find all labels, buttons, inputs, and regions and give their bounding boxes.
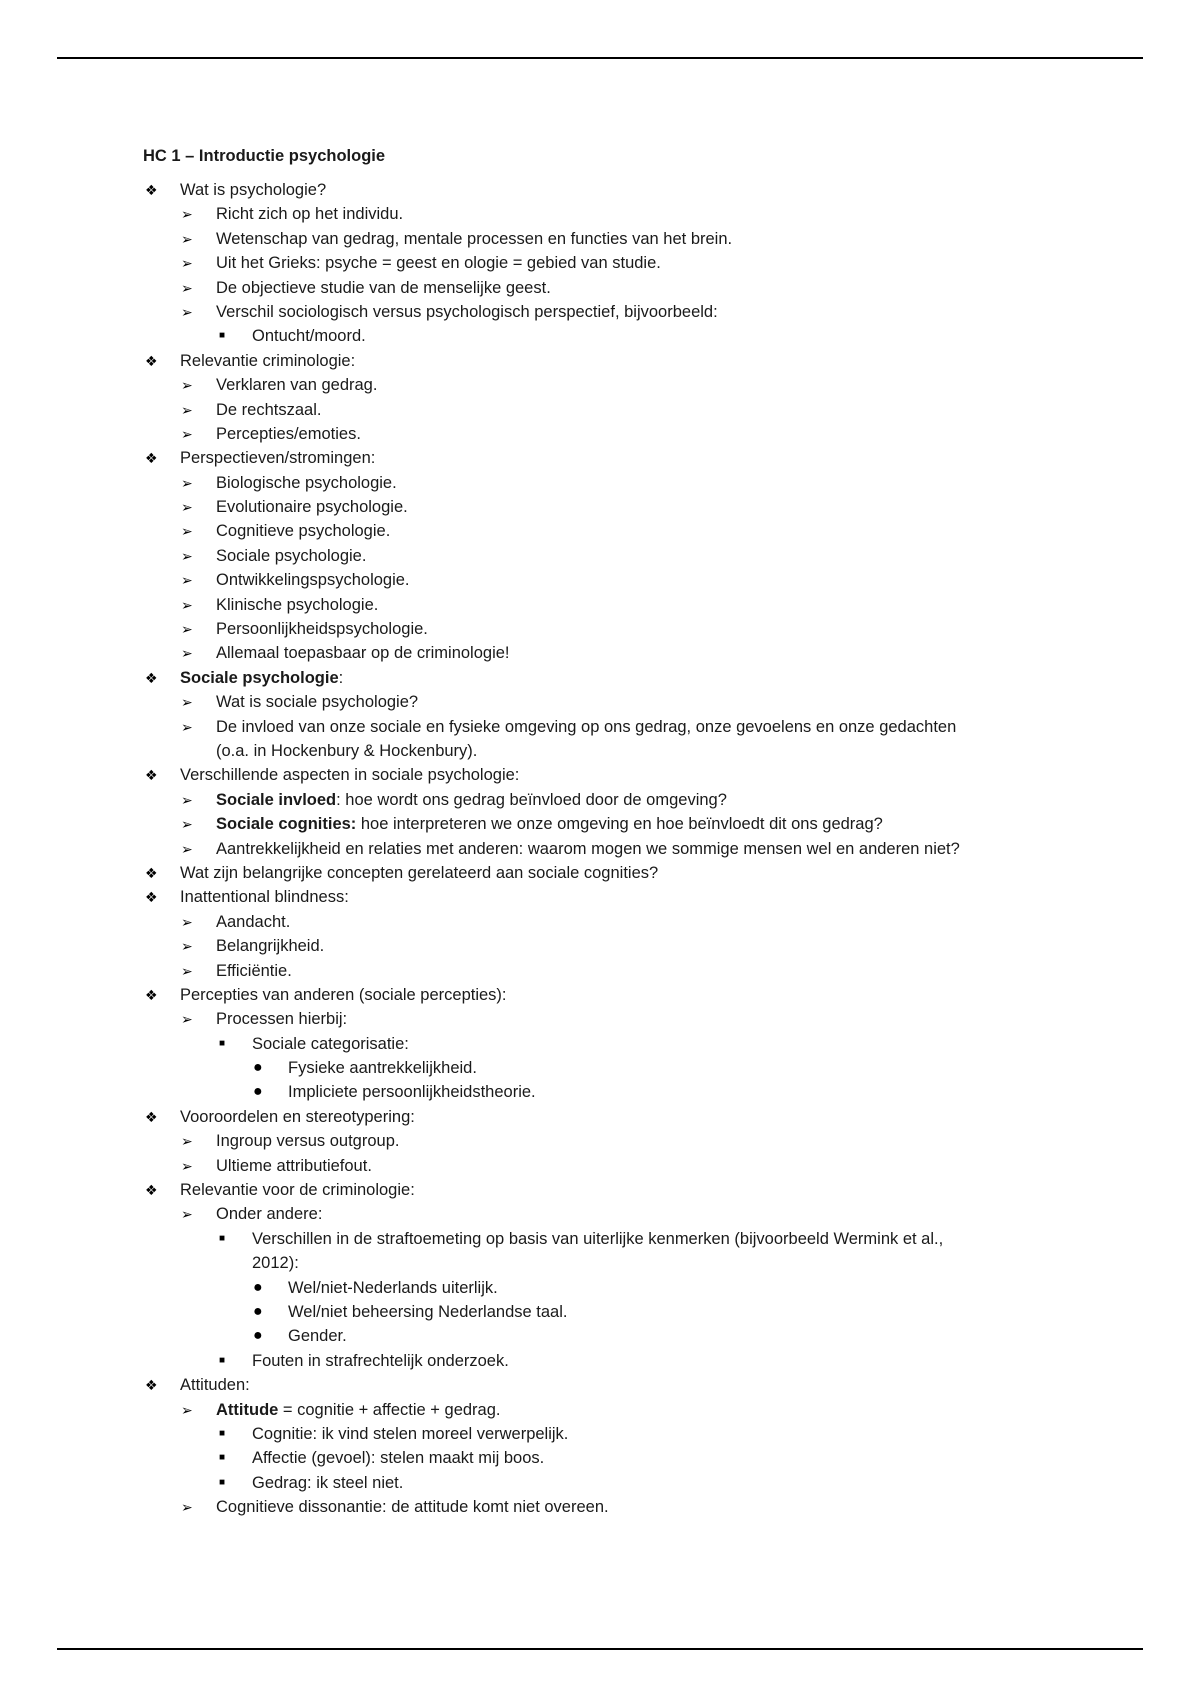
bullet-icon: ➢ xyxy=(181,279,193,296)
list-item xyxy=(143,227,1143,251)
list-item xyxy=(143,885,1143,909)
list-item xyxy=(143,544,1143,568)
list-item-text: Uit het Grieks: psyche = geest en ologie = gebied van studie. xyxy=(216,254,661,273)
bullet-icon: ● xyxy=(253,1302,263,1320)
bullet-icon: ● xyxy=(253,1083,263,1101)
bullet-icon: ➢ xyxy=(181,206,193,223)
list-item-text: De rechtszaal. xyxy=(216,400,322,419)
bullet-icon: ➢ xyxy=(181,621,193,638)
list-item-text: Cognitieve dissonantie: de attitude komt niet overeen. xyxy=(216,1498,609,1517)
list-item xyxy=(143,812,1143,836)
list-item-text: Allemaal toepasbaar op de criminologie! xyxy=(216,644,510,663)
list-item xyxy=(143,1056,1143,1080)
list-item xyxy=(143,1300,1143,1324)
list-item xyxy=(143,1227,1143,1251)
page-title: HC 1 – Introductie psychologie xyxy=(143,147,386,165)
list-item xyxy=(143,495,1143,519)
list-item xyxy=(143,1105,1143,1129)
bullet-icon: ❖ xyxy=(145,1377,158,1394)
bullet-icon: ● xyxy=(253,1059,263,1077)
list-item-text: (o.a. in Hockenbury & Hockenbury). xyxy=(216,741,478,760)
bullet-icon: ➢ xyxy=(181,401,193,418)
bullet-icon: ➢ xyxy=(181,938,193,955)
list-item-text: Affectie (gevoel): stelen maakt mij boos. xyxy=(252,1449,545,1468)
list-item xyxy=(143,763,1143,787)
list-item xyxy=(143,910,1143,934)
list-item xyxy=(143,300,1143,324)
bullet-icon: ➢ xyxy=(181,1157,193,1174)
list-item-text: hoe interpreteren we onze omgeving en hoe beïnvloedt dit ons gedrag? xyxy=(356,815,883,834)
bullet-icon: ➢ xyxy=(181,962,193,979)
list-item-text: Processen hierbij: xyxy=(216,1010,348,1029)
list-item-text: Cognitie: ik vind stelen moreel verwerpelijk. xyxy=(252,1424,569,1443)
bullet-icon: ➢ xyxy=(181,1011,193,1028)
header-rule xyxy=(57,57,1143,59)
list-item-text: : xyxy=(338,668,344,687)
bullet-icon: ➢ xyxy=(181,499,193,516)
list-item xyxy=(143,1178,1143,1202)
list-item-text: Wel/niet beheersing Nederlandse taal. xyxy=(288,1302,568,1321)
list-item-text: Vooroordelen en stereotypering: xyxy=(180,1107,415,1126)
bullet-icon: ➢ xyxy=(181,1499,193,1516)
list-item xyxy=(143,1080,1143,1104)
bullet-icon: ➢ xyxy=(181,816,193,833)
bullet-icon: ❖ xyxy=(145,1182,158,1199)
list-item xyxy=(143,788,1143,812)
footer-rule xyxy=(57,1648,1143,1650)
list-item xyxy=(143,715,1143,739)
list-item-text: Impliciete persoonlijkheidstheorie. xyxy=(288,1083,536,1102)
list-item-text: 2012): xyxy=(252,1254,299,1273)
list-item xyxy=(143,373,1143,397)
list-item-text: : hoe wordt ons gedrag beïnvloed door de omgeving? xyxy=(336,790,727,809)
list-item xyxy=(143,398,1143,422)
bullet-icon: ❖ xyxy=(145,182,158,198)
bullet-icon: ➢ xyxy=(181,523,193,540)
bullet-icon: ❖ xyxy=(145,864,158,881)
list-item xyxy=(143,1495,1143,1519)
bullet-icon: ➢ xyxy=(181,645,193,662)
list-item xyxy=(143,1324,1143,1348)
list-item-text: Relevantie criminologie: xyxy=(180,351,356,370)
list-item-text: Aandacht. xyxy=(216,912,291,931)
bullet-icon: ● xyxy=(253,1327,263,1345)
list-item-text: Klinische psychologie. xyxy=(216,595,379,614)
list-item xyxy=(143,983,1143,1007)
list-item-text: Verklaren van gedrag. xyxy=(216,376,378,395)
list-item-text: Onder andere: xyxy=(216,1205,323,1224)
bullet-icon: ■ xyxy=(219,1232,226,1244)
list-item-text: Verschillende aspecten in sociale psychologie: xyxy=(180,766,520,785)
bullet-icon: ➢ xyxy=(181,840,193,857)
list-item-text: Ontucht/moord. xyxy=(252,327,366,346)
list-item-text: Fouten in strafrechtelijk onderzoek. xyxy=(252,1351,509,1370)
notes-list xyxy=(143,178,1143,1519)
list-item xyxy=(143,324,1143,348)
bold-term: Sociale cognities: xyxy=(216,815,357,834)
list-item xyxy=(143,1007,1143,1031)
list-item xyxy=(143,251,1143,275)
list-item-text: Sociale categorisatie: xyxy=(252,1034,409,1053)
bullet-icon: ➢ xyxy=(181,791,193,808)
list-item xyxy=(143,1471,1143,1495)
bullet-icon: ➢ xyxy=(181,425,193,442)
bullet-icon: ❖ xyxy=(145,450,158,467)
list-item-text: Wat is sociale psychologie? xyxy=(216,693,419,712)
bullet-icon: ❖ xyxy=(145,669,158,686)
list-item xyxy=(143,471,1143,495)
list-item xyxy=(143,1446,1143,1470)
bullet-icon: ➢ xyxy=(181,596,193,613)
bullet-icon: ➢ xyxy=(181,1206,193,1223)
list-item xyxy=(143,519,1143,543)
list-item-text: Wat is psychologie? xyxy=(180,181,327,199)
list-item-text: Fysieke aantrekkelijkheid. xyxy=(288,1059,477,1078)
list-item-text: Gedrag: ik steel niet. xyxy=(252,1473,404,1492)
document-body xyxy=(143,144,1143,1519)
bullet-icon: ■ xyxy=(219,330,226,342)
list-item-text: Attituden: xyxy=(180,1376,250,1395)
bullet-icon: ■ xyxy=(219,1037,226,1049)
list-item-text: Efficiëntie. xyxy=(216,961,292,980)
bold-term: Sociale psychologie xyxy=(180,668,339,687)
list-item xyxy=(143,276,1143,300)
bullet-icon: ➢ xyxy=(181,474,193,491)
list-item xyxy=(143,837,1143,861)
bullet-icon: ➢ xyxy=(181,377,193,394)
bullet-icon: ➢ xyxy=(181,230,193,247)
bullet-icon: ■ xyxy=(219,1476,226,1488)
list-item xyxy=(143,934,1143,958)
list-item xyxy=(143,666,1143,690)
bullet-icon: ❖ xyxy=(145,986,158,1003)
list-item xyxy=(143,739,1143,763)
bullet-icon: ➢ xyxy=(181,547,193,564)
bullet-icon: ➢ xyxy=(181,255,193,272)
list-item-text: Inattentional blindness: xyxy=(180,888,349,907)
list-item xyxy=(143,593,1143,617)
list-item xyxy=(143,202,1143,226)
list-item xyxy=(143,1202,1143,1226)
list-item-text: Verschil sociologisch versus psychologisch perspectief, bijvoorbeeld: xyxy=(216,302,718,321)
bullet-icon: ❖ xyxy=(145,889,158,906)
bold-term: Sociale invloed xyxy=(216,790,337,809)
bullet-icon: ■ xyxy=(219,1452,226,1464)
list-item xyxy=(143,1349,1143,1373)
list-item-text: Aantrekkelijkheid en relaties met anderen: waarom mogen we sommige mensen wel en anderen niet? xyxy=(216,839,960,858)
bullet-icon: ➢ xyxy=(181,1133,193,1150)
list-item xyxy=(143,959,1143,983)
list-item xyxy=(143,1129,1143,1153)
list-item-text: Relevantie voor de criminologie: xyxy=(180,1181,415,1200)
list-item-text: Ingroup versus outgroup. xyxy=(216,1132,400,1151)
list-item-text: Wel/niet-Nederlands uiterlijk. xyxy=(288,1278,498,1297)
list-item-text: Percepties/emoties. xyxy=(216,424,361,443)
list-item xyxy=(143,1276,1143,1300)
bullet-icon: ➢ xyxy=(181,303,193,320)
list-item-text: Ontwikkelingspsychologie. xyxy=(216,571,410,590)
list-item xyxy=(143,1032,1143,1056)
list-item xyxy=(143,1251,1143,1275)
list-item xyxy=(143,422,1143,446)
bullet-icon: ❖ xyxy=(145,1108,158,1125)
list-item xyxy=(143,1154,1143,1178)
list-item xyxy=(143,861,1143,885)
list-item xyxy=(143,690,1143,714)
bullet-icon: ➢ xyxy=(181,694,193,711)
bullet-icon: ➢ xyxy=(181,572,193,589)
bullet-icon: ➢ xyxy=(181,1401,193,1418)
list-item xyxy=(143,617,1143,641)
bullet-icon: ■ xyxy=(219,1354,226,1366)
bullet-icon: ❖ xyxy=(145,767,158,784)
bullet-icon: ❖ xyxy=(145,352,158,369)
list-item-text: Ultieme attributiefout. xyxy=(216,1156,372,1175)
list-item-text: Verschillen in de straftoemeting op basis van uiterlijke kenmerken (bijvoorbeeld Wermink et al., xyxy=(252,1229,944,1248)
bullet-icon: ➢ xyxy=(181,718,193,735)
list-item-text: Belangrijkheid. xyxy=(216,937,325,956)
list-item xyxy=(143,568,1143,592)
list-item-text: Persoonlijkheidspsychologie. xyxy=(216,620,428,639)
bold-term: Attitude xyxy=(216,1400,279,1419)
list-item-text: Biologische psychologie. xyxy=(216,473,397,492)
list-item-text: Cognitieve psychologie. xyxy=(216,522,391,541)
list-item-text: Evolutionaire psychologie. xyxy=(216,498,408,517)
list-item xyxy=(143,1398,1143,1422)
list-item xyxy=(143,446,1143,470)
list-item xyxy=(143,641,1143,665)
bullet-icon: ● xyxy=(253,1278,263,1296)
list-item xyxy=(143,178,1143,202)
list-item-text: Perspectieven/stromingen: xyxy=(180,449,376,468)
list-item xyxy=(143,1373,1143,1397)
list-item-text: Sociale psychologie. xyxy=(216,546,367,565)
list-item-text: = cognitie + affectie + gedrag. xyxy=(278,1400,501,1419)
list-item-text: Wat zijn belangrijke concepten gerelateerd aan sociale cognities? xyxy=(180,863,659,882)
list-item-text: Richt zich op het individu. xyxy=(216,205,404,224)
list-item-text: De invloed van onze sociale en fysieke omgeving op ons gedrag, onze gevoelens en onze gedachten xyxy=(216,717,957,736)
list-item xyxy=(143,349,1143,373)
bullet-icon: ➢ xyxy=(181,913,193,930)
bullet-icon: ■ xyxy=(219,1427,226,1439)
list-item xyxy=(143,1422,1143,1446)
list-item-text: Percepties van anderen (sociale percepties): xyxy=(180,985,507,1004)
list-item-text: Gender. xyxy=(288,1327,347,1346)
list-item-text: Wetenschap van gedrag, mentale processen en functies van het brein. xyxy=(216,229,733,248)
list-item-text: De objectieve studie van de menselijke geest. xyxy=(216,278,551,297)
